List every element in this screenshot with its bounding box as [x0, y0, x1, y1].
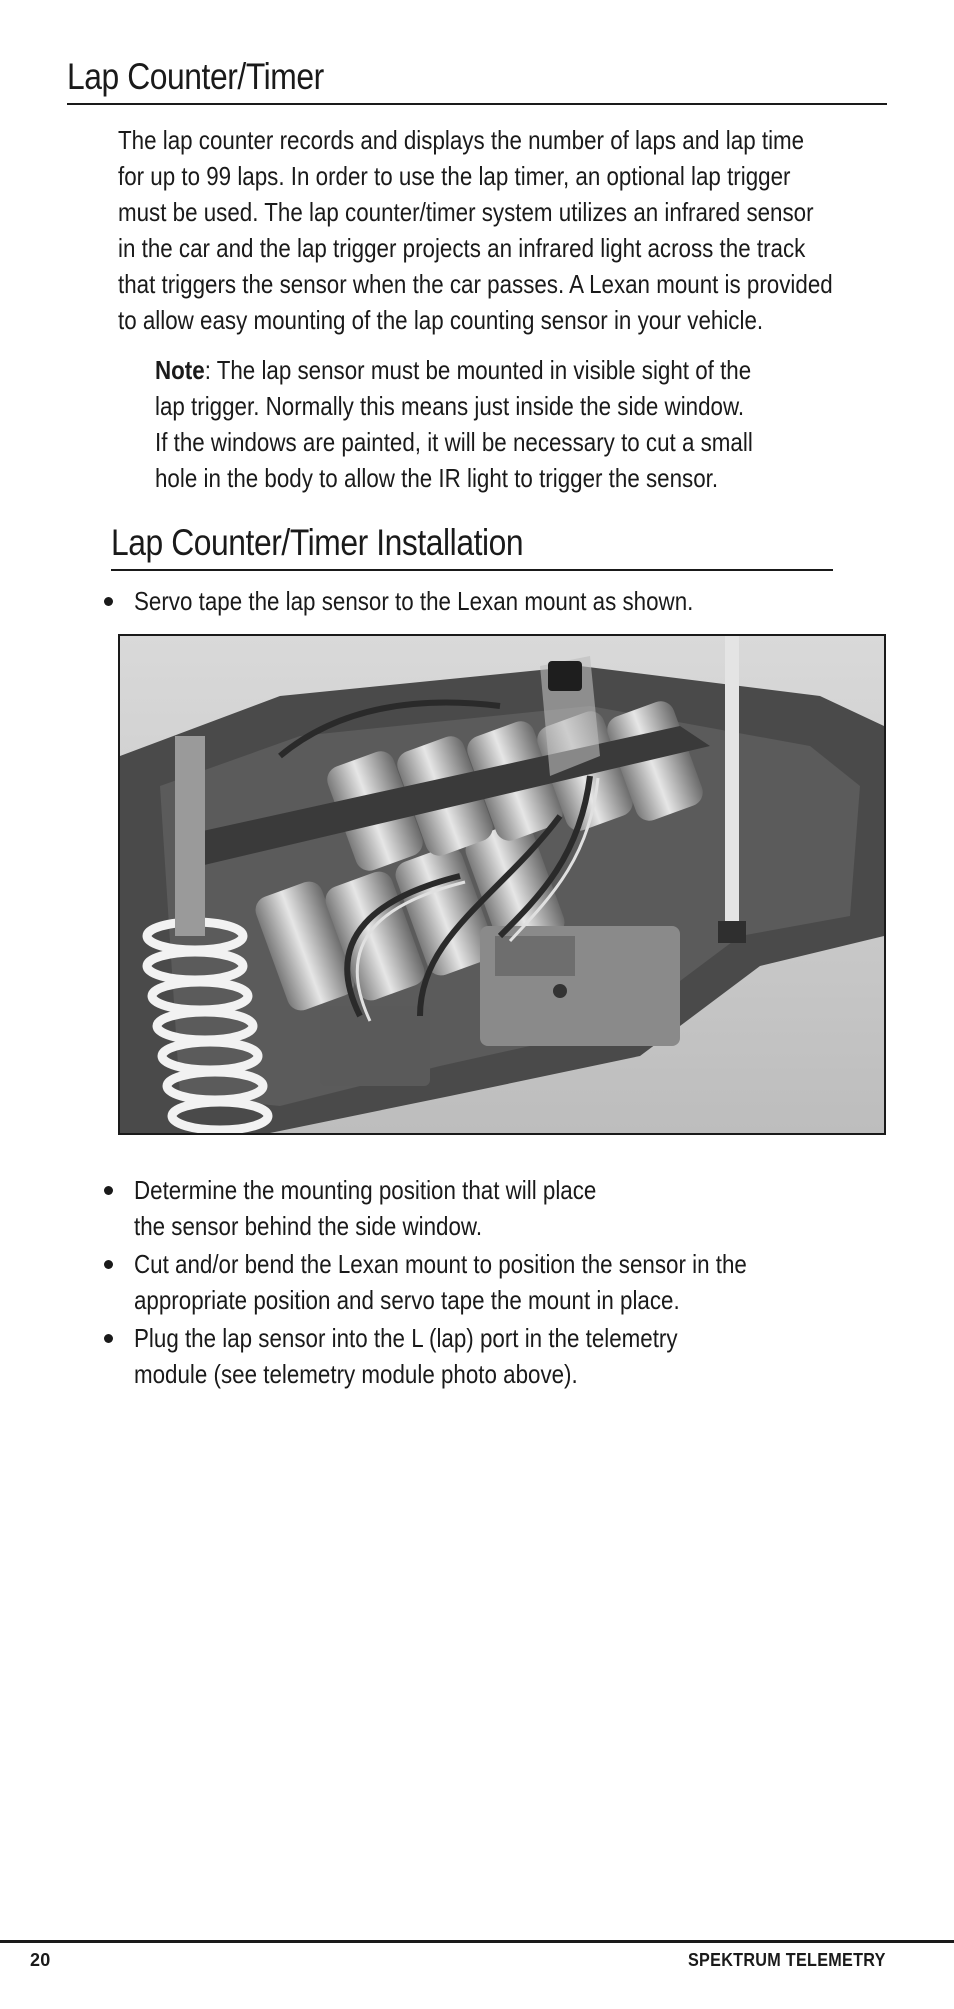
- section-title-installation: Lap Counter/Timer Installation: [111, 522, 524, 563]
- installation-title-rule: [111, 569, 833, 571]
- note-line: hole in the body to allow the IR light to trigger the sensor.: [155, 463, 719, 493]
- description-line: to allow easy mounting of the lap counting sensor in your vehicle.: [118, 305, 764, 335]
- note-text: : The lap sensor must be mounted in visible sight of the: [204, 355, 752, 385]
- lap-sensor-mount-photo: [118, 634, 886, 1135]
- section-title-lap-counter: Lap Counter/Timer: [67, 56, 324, 97]
- note-line: If the windows are painted, it will be necessary to cut a small: [155, 427, 753, 457]
- note-block: [155, 352, 850, 496]
- list-item-text: Plug the lap sensor into the L (lap) port in the telemetry: [134, 1323, 678, 1353]
- description-line: for up to 99 laps. In order to use the lap timer, an optional lap trigger: [118, 161, 791, 191]
- list-item: [104, 1172, 847, 1244]
- list-item-text: module (see telemetry module photo above).: [134, 1359, 578, 1389]
- bullet-icon: [104, 597, 113, 606]
- lap-counter-description: [118, 122, 949, 338]
- section-title-rule: [67, 103, 887, 105]
- installation-step-list-top: [104, 583, 784, 619]
- list-item-text: Cut and/or bend the Lexan mount to position the sensor in the: [134, 1249, 747, 1279]
- list-item-text: Determine the mounting position that will place: [134, 1175, 597, 1205]
- description-line: must be used. The lap counter/timer system utilizes an infrared sensor: [118, 197, 814, 227]
- note-line: lap trigger. Normally this means just inside the side window.: [155, 391, 745, 421]
- note-line: [155, 352, 753, 388]
- footer-rule: [0, 1940, 954, 1943]
- list-item: [104, 1246, 847, 1318]
- list-item-text: Servo tape the lap sensor to the Lexan mount as shown.: [134, 586, 694, 616]
- list-item: [104, 583, 784, 619]
- description-line: that triggers the sensor when the car passes. A Lexan mount is provided: [118, 269, 833, 299]
- description-line: in the car and the lap trigger projects an infrared light across the track: [118, 233, 806, 263]
- footer-brand: SPEKTRUM TELEMETRY: [688, 1950, 886, 1970]
- chassis-photo-illustration: [120, 636, 884, 1133]
- installation-step-list: [104, 1172, 847, 1392]
- bullet-icon: [104, 1260, 113, 1269]
- description-line: The lap counter records and displays the number of laps and lap time: [118, 125, 805, 155]
- note-label: Note: [155, 355, 205, 385]
- list-item-text: the sensor behind the side window.: [134, 1211, 483, 1241]
- list-item: [104, 1320, 847, 1392]
- page-number: 20: [30, 1950, 51, 1970]
- bullet-icon: [104, 1186, 113, 1195]
- bullet-icon: [104, 1334, 113, 1343]
- list-item-text: appropriate position and servo tape the mount in place.: [134, 1285, 680, 1315]
